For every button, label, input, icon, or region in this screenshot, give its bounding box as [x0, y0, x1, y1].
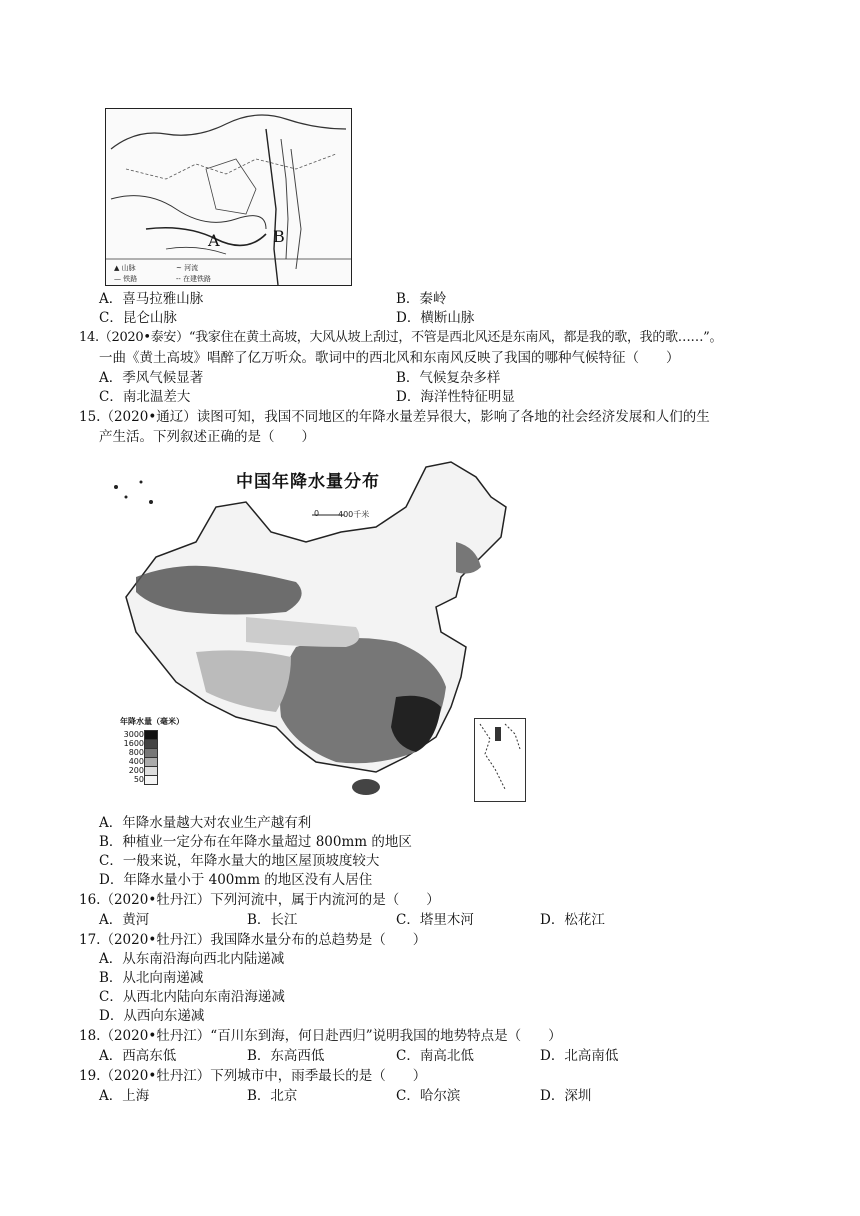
option-key: D． [99, 872, 124, 888]
q15-option-c[interactable] [99, 852, 379, 870]
q14-stem-line1: 14.（2020•泰安）“我家住在黄土高坡，大风从坡上刮过，不管是西北风还是东南风，都是我的歌，我的歌……”。 [79, 330, 723, 345]
south-china-sea-inset [474, 718, 526, 802]
q15-option-d[interactable] [99, 871, 372, 889]
option-key: C． [99, 989, 123, 1005]
q19-stem: 19.（2020•牡丹江）下列城市中，雨季最长的是（ ） [79, 1068, 427, 1084]
option-key: B． [99, 970, 123, 986]
q14-stem-line2: 一曲《黄土高坡》唱醉了亿万听众。歌词中的西北风和东南风反映了我国的哪种气候特征（ ） [99, 350, 680, 366]
legend-row [120, 775, 184, 784]
option-key: A． [99, 291, 123, 307]
q14-option-c[interactable] [99, 388, 190, 406]
option-text: 东高西低 [270, 1048, 325, 1064]
option-key: A． [99, 1088, 123, 1104]
option-key: D． [540, 912, 565, 928]
option-key: C． [99, 389, 123, 405]
q16-option-a[interactable] [99, 911, 149, 929]
option-text: 种植业一定分布在年降水量超过 800mm 的地区 [122, 834, 412, 850]
option-key: D． [396, 389, 421, 405]
option-text: 长江 [270, 912, 298, 928]
legend-value: 400 [128, 757, 144, 766]
inset-drawing [475, 719, 525, 801]
q16-option-c[interactable] [396, 911, 474, 929]
option-key: B． [396, 370, 420, 386]
option-key: C． [396, 912, 420, 928]
q13-option-b[interactable] [396, 290, 446, 308]
q15-option-b[interactable] [99, 833, 412, 851]
q13-map-drawing [106, 109, 351, 285]
legend-value: 50 [133, 775, 144, 784]
option-text: 黄河 [122, 912, 150, 928]
q18-option-d[interactable] [540, 1047, 618, 1065]
q15-option-a[interactable] [99, 814, 311, 832]
q13-map [105, 108, 352, 286]
option-key: C． [396, 1088, 420, 1104]
map-scale: 400千米 [338, 510, 370, 519]
option-key: B． [247, 1088, 271, 1104]
q17-stem: 17.（2020•牡丹江）我国降水量分布的总趋势是（ ） [79, 932, 427, 948]
q16-option-d[interactable] [540, 911, 605, 929]
q17-option-c[interactable] [99, 988, 285, 1006]
option-text: 从北向南递减 [122, 970, 204, 986]
option-text: 横断山脉 [420, 310, 475, 326]
option-text: 从西向东递减 [123, 1008, 205, 1024]
q15-stem-line1: 15.（2020•通辽）读图可知，我国不同地区的年降水量差异很大，影响了各地的社会经济发展和人们的生 [79, 409, 710, 425]
q17-option-a[interactable] [99, 950, 284, 968]
option-text: 季风气候显著 [122, 370, 204, 386]
option-text: 一般来说，年降水量大的地区屋顶坡度较大 [122, 853, 380, 869]
option-text: 北高南低 [564, 1048, 619, 1064]
option-key: B． [247, 1048, 271, 1064]
map-label-a: A [208, 231, 220, 250]
option-key: C． [99, 853, 123, 869]
svg-text:-- 在建铁路: -- 在建铁路 [176, 275, 211, 283]
q18-option-b[interactable] [247, 1047, 324, 1065]
option-text: 气候复杂多样 [419, 370, 501, 386]
option-text: 南高北低 [419, 1048, 474, 1064]
legend-value: 3000 [123, 730, 144, 739]
option-text: 昆仑山脉 [122, 310, 177, 326]
option-text: 哈尔滨 [419, 1088, 461, 1104]
map-title: 中国年降水量分布 [236, 472, 380, 492]
map-scale-zero: 0 [314, 509, 320, 518]
legend-value: 200 [128, 766, 144, 775]
option-key: C． [396, 1048, 420, 1064]
map-label-b: B [273, 227, 285, 246]
option-text: 秦岭 [419, 291, 447, 307]
legend-value: 1600 [123, 739, 144, 748]
legend-title: 年降水量（毫米） [120, 717, 184, 726]
option-text: 深圳 [564, 1088, 592, 1104]
precipitation-legend [120, 716, 184, 784]
option-key: D． [396, 310, 421, 326]
q14-option-b[interactable] [396, 369, 500, 387]
option-key: A． [99, 951, 123, 967]
option-key: A． [99, 815, 123, 831]
q16-option-b[interactable] [247, 911, 297, 929]
option-key: A． [99, 912, 123, 928]
option-key: B． [247, 912, 271, 928]
legend-value: 800 [128, 748, 144, 757]
option-text: 海洋性特征明显 [420, 389, 515, 405]
q18-option-c[interactable] [396, 1047, 474, 1065]
option-key: D． [540, 1088, 565, 1104]
option-text: 塔里木河 [419, 912, 474, 928]
q19-option-b[interactable] [247, 1087, 297, 1105]
option-text: 喜马拉雅山脉 [122, 291, 204, 307]
option-text: 年降水量越大对农业生产越有利 [122, 815, 312, 831]
option-text: 上海 [122, 1088, 150, 1104]
q14-option-a[interactable] [99, 369, 203, 387]
q18-stem: 18.（2020•牡丹江）“百川东到海，何日赴西归”说明我国的地势特点是（ ） [79, 1028, 562, 1044]
option-text: 年降水量小于 400mm 的地区没有人居住 [123, 872, 373, 888]
q14-option-d[interactable] [396, 388, 515, 406]
q19-option-d[interactable] [540, 1087, 591, 1105]
q19-option-a[interactable] [99, 1087, 149, 1105]
q13-option-a[interactable] [99, 290, 203, 308]
q19-option-c[interactable] [396, 1087, 460, 1105]
option-key: A． [99, 370, 123, 386]
q15-stem-line2: 产生活。下列叙述正确的是（ ） [99, 429, 315, 445]
option-text: 从东南沿海向西北内陆递减 [122, 951, 285, 967]
option-key: D． [99, 1008, 124, 1024]
q18-option-a[interactable] [99, 1047, 176, 1065]
option-key: C． [99, 310, 123, 326]
option-text: 松花江 [564, 912, 605, 928]
legend-swatch [144, 775, 158, 785]
svg-text:~ 河流: ~ 河流 [176, 264, 199, 272]
option-key: D． [540, 1048, 565, 1064]
option-text: 从西北内陆向东南沿海递减 [122, 989, 285, 1005]
option-key: B． [396, 291, 420, 307]
option-key: A． [99, 1048, 123, 1064]
q16-stem: 16.（2020•牡丹江）下列河流中，属于内流河的是（ ） [79, 892, 440, 908]
q17-option-d[interactable] [99, 1007, 204, 1025]
option-key: B． [99, 834, 123, 850]
q13-option-c[interactable] [99, 309, 177, 327]
svg-text:▲ 山脉: ▲ 山脉 [114, 264, 136, 272]
option-text: 南北温差大 [122, 389, 191, 405]
q17-option-b[interactable] [99, 969, 203, 987]
option-text: 西高东低 [122, 1048, 177, 1064]
option-text: 北京 [270, 1088, 298, 1104]
q13-option-d[interactable] [396, 309, 474, 327]
svg-text:— 铁路: — 铁路 [114, 275, 138, 283]
